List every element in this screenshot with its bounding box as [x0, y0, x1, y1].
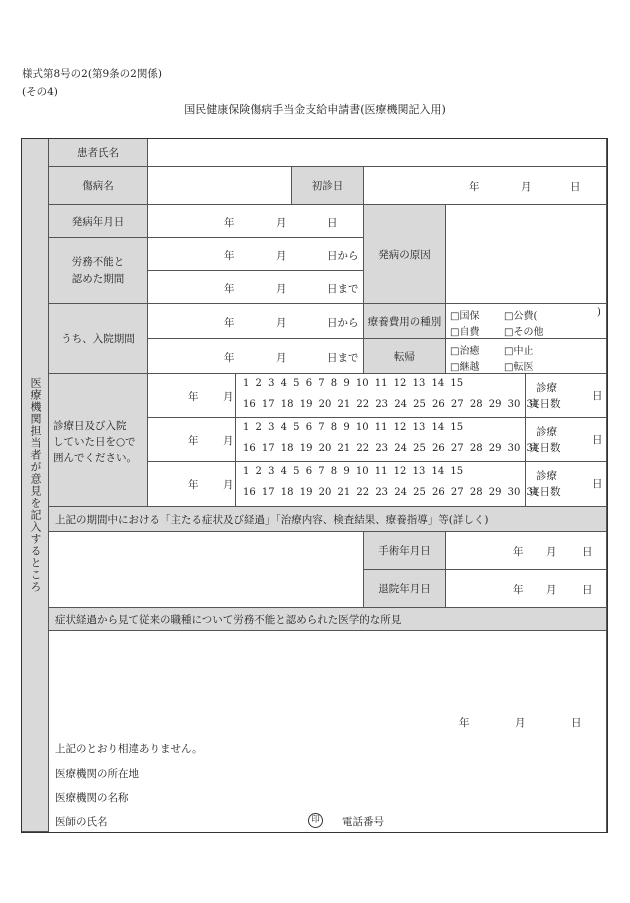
- medical-opinion-text: 症状経過から見て従来の職種について労務不能と認められた医学的な所見: [55, 614, 402, 626]
- visit-days-line2: していた日を○で: [53, 436, 136, 448]
- day-unit: 日: [592, 434, 603, 446]
- days-row-2: 16 17 18 19 20 21 22 23 24 25 26 27 28 29 30 31: [243, 443, 540, 454]
- actual-days-line2: 実日数: [529, 486, 561, 498]
- discharge-date-label: 退院年月日: [364, 570, 446, 608]
- month-unit: 月: [276, 283, 287, 295]
- checkbox-cured[interactable]: □治癒: [450, 346, 480, 357]
- visit-days-line1: 診療日及び入院: [53, 420, 127, 432]
- day-unit: 日: [570, 181, 581, 193]
- day-calendar[interactable]: [236, 418, 540, 462]
- checkbox-discontinued[interactable]: □中止: [504, 346, 534, 357]
- year-unit: 年: [224, 217, 235, 229]
- day-calendar[interactable]: [236, 374, 540, 418]
- certify-statement: 上記のとおり相違ありません。: [55, 743, 203, 755]
- actual-days-line1: 診療: [536, 426, 557, 438]
- incapacity-label-line2: 認めた期間: [71, 272, 125, 285]
- incapacity-from-field[interactable]: [148, 238, 364, 271]
- page-title: 国民健康保険傷病手当金支給申請書(医療機関記入用): [184, 103, 446, 116]
- actual-days-line1: 診療: [536, 470, 557, 482]
- checkbox-continued[interactable]: □継越: [450, 362, 480, 373]
- day-calendar[interactable]: [236, 462, 540, 507]
- onset-date-field[interactable]: [148, 205, 364, 238]
- seal-icon: 印: [308, 813, 323, 828]
- side-label: 医療機関担当者が意見を記入するところ: [22, 139, 49, 832]
- form-number: 様式第8号の2(第9条の2関係): [22, 68, 162, 80]
- month-unit: 月: [521, 181, 532, 193]
- year-unit: 年: [224, 250, 235, 262]
- first-visit-label: 初診日: [292, 167, 364, 205]
- onset-date-label: 発病年月日: [49, 205, 148, 238]
- actual-days-field[interactable]: [526, 374, 607, 418]
- medical-opinion-label: [49, 608, 607, 631]
- month-unit: 月: [276, 317, 287, 329]
- visit-month-field[interactable]: [148, 418, 236, 462]
- month-unit: 月: [515, 717, 526, 729]
- visit-days-line3: 囲んでください。: [53, 452, 137, 464]
- incapacity-period-label: [49, 238, 148, 304]
- surgery-date-field[interactable]: [446, 532, 607, 570]
- year-unit: 年: [513, 546, 524, 558]
- seal-mark: [308, 813, 323, 828]
- checkbox-self-pay[interactable]: □自費: [450, 327, 480, 338]
- day-unit: 日: [327, 217, 338, 229]
- visit-days-label: [49, 374, 148, 507]
- checkbox-other[interactable]: □その他: [504, 327, 544, 338]
- year-unit: 年: [224, 352, 235, 364]
- actual-days-line1: 診療: [536, 382, 557, 394]
- month-unit: 月: [276, 352, 287, 364]
- visit-month-field[interactable]: [148, 374, 236, 418]
- outcome-options: [446, 339, 607, 374]
- symptoms-text-area[interactable]: [49, 532, 364, 608]
- day-until-unit: 日まで: [327, 283, 359, 295]
- cost-type-options: [446, 304, 607, 339]
- disease-name-field[interactable]: [148, 167, 292, 205]
- checkbox-public-expense[interactable]: □公費(: [504, 311, 538, 322]
- month-unit: 月: [276, 250, 287, 262]
- year-unit: 年: [224, 283, 235, 295]
- year-unit: 年: [513, 584, 524, 596]
- month-unit: 月: [223, 479, 234, 491]
- public-expense-close: ): [597, 307, 601, 318]
- month-unit: 月: [546, 546, 557, 558]
- patient-name-field[interactable]: [148, 139, 607, 167]
- day-unit: 日: [592, 390, 603, 402]
- day-unit: 日: [582, 584, 593, 596]
- disease-name-label: 傷病名: [49, 167, 148, 205]
- incapacity-label-line1: 労務不能と: [71, 255, 125, 268]
- month-unit: 月: [223, 435, 234, 447]
- days-row-1: 1 2 3 4 5 6 7 8 9 10 11 12 13 14 15: [243, 422, 464, 433]
- form-sub: (その4): [22, 86, 58, 98]
- cause-label: 発病の原因: [364, 205, 446, 304]
- application-form: [21, 138, 608, 833]
- year-unit: 年: [188, 391, 199, 403]
- incapacity-until-field[interactable]: [148, 271, 364, 304]
- first-visit-field[interactable]: [364, 167, 607, 205]
- checkbox-transfer[interactable]: □転医: [504, 362, 534, 373]
- discharge-date-field[interactable]: [446, 570, 607, 608]
- surgery-date-label: 手術年月日: [364, 532, 446, 570]
- actual-days-field[interactable]: [526, 418, 607, 462]
- year-unit: 年: [459, 717, 470, 729]
- day-from-unit: 日から: [327, 250, 359, 262]
- opinion-and-signature-area[interactable]: [49, 631, 607, 832]
- year-unit: 年: [224, 317, 235, 329]
- actual-days-field[interactable]: [526, 462, 607, 507]
- month-unit: 月: [223, 391, 234, 403]
- cause-field[interactable]: [446, 205, 607, 304]
- day-unit: 日: [582, 546, 593, 558]
- days-row-1: 1 2 3 4 5 6 7 8 9 10 11 12 13 14 15: [243, 466, 464, 477]
- days-row-1: 1 2 3 4 5 6 7 8 9 10 11 12 13 14 15: [243, 378, 464, 389]
- year-unit: 年: [469, 181, 480, 193]
- hospital-until-field[interactable]: [148, 339, 364, 374]
- outcome-label: 転帰: [364, 339, 446, 374]
- facility-name-label: 医療機関の名称: [55, 792, 129, 804]
- year-unit: 年: [188, 435, 199, 447]
- visit-month-field[interactable]: [148, 462, 236, 507]
- days-row-2: 16 17 18 19 20 21 22 23 24 25 26 27 28 29 30 31: [243, 487, 540, 498]
- day-until-unit: 日まで: [327, 352, 359, 364]
- phone-label: 電話番号: [342, 816, 384, 828]
- doctor-name-label: 医師の氏名: [55, 816, 108, 828]
- checkbox-national-insurance[interactable]: □国保: [450, 311, 480, 322]
- year-unit: 年: [188, 479, 199, 491]
- actual-days-line2: 実日数: [529, 398, 561, 410]
- main-symptoms-label: [49, 507, 607, 532]
- month-unit: 月: [276, 217, 287, 229]
- main-symptoms-text: 上記の期間中における「主たる症状及び経過」「治療内容、検査結果、療養指導」等(詳しく): [55, 514, 489, 526]
- hospital-period-label: うち、入院期間: [49, 304, 148, 374]
- days-row-2: 16 17 18 19 20 21 22 23 24 25 26 27 28 29 30 31: [243, 399, 540, 410]
- month-unit: 月: [546, 584, 557, 596]
- hospital-from-field[interactable]: [148, 304, 364, 339]
- actual-days-line2: 実日数: [529, 442, 561, 454]
- patient-name-label: 患者氏名: [49, 139, 148, 167]
- cost-type-label: 療養費用の種別: [364, 304, 446, 339]
- day-unit: 日: [571, 717, 582, 729]
- day-from-unit: 日から: [327, 317, 359, 329]
- facility-location-label: 医療機関の所在地: [55, 768, 139, 780]
- day-unit: 日: [592, 478, 603, 490]
